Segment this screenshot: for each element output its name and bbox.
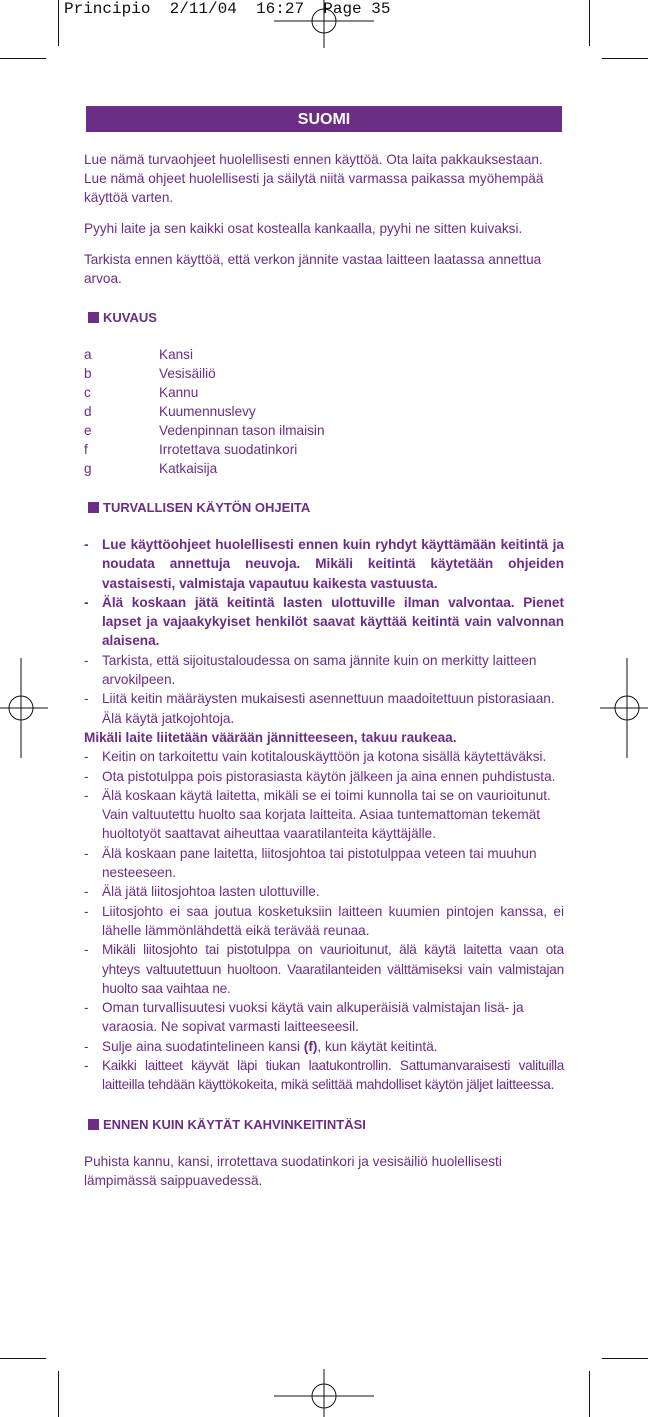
safety-rules-list (84, 535, 564, 728)
crop-mark-top-left-v (58, 0, 59, 46)
section-heading-before-use (84, 1115, 564, 1134)
registration-mark-top (274, 0, 374, 48)
crop-mark-top-right-v (589, 0, 590, 46)
part-letter: g (84, 461, 92, 476)
part-item (84, 440, 564, 459)
part-letter: d (84, 404, 92, 419)
intro-paragraph: Pyyhi laite ja sen kaikki osat kostealla kankaalla, pyyhi ne sitten kuivaksi. (84, 221, 523, 236)
section-heading-label: TURVALLISEN KÄYTÖN OHJEITA (103, 500, 311, 515)
section-heading-label: KUVAUS (103, 310, 157, 325)
safety-rule: - Liitä keitin määräysten mukaisesti asennettuun maadoitettuun pistorasiaan. Älä käytä jatkojohtoja. (84, 691, 555, 726)
part-letter: c (84, 385, 91, 400)
registration-mark-left (0, 658, 48, 758)
crop-mark-bottom-right-h (602, 1358, 648, 1359)
part-item (84, 345, 564, 364)
voltage-warning: Mikäli laite liitetään väärään jännitteeseen, takuu raukeaa. (84, 729, 457, 745)
language-banner: SUOMI (86, 106, 562, 132)
part-item (84, 459, 564, 478)
square-bullet-icon (88, 502, 99, 513)
parts-list (84, 345, 564, 478)
part-item (84, 421, 564, 440)
safety-rule-bold: - Lue käyttöohjeet huolellisesti ennen kuin ryhdyt käyttämään keitintä ja noudata annettuja neuvoja. Mikäli keitintä käytetään ohjeiden vastaisesti, valmistaja vapautuu kaikesta vastuusta. (84, 537, 564, 591)
crop-mark-bottom-left-h (0, 1358, 46, 1359)
part-item (84, 383, 564, 402)
part-name: Irrotettava suodatinkori (159, 442, 298, 457)
intro-paragraph: Lue nämä turvaohjeet huolellisesti ennen käyttöä. Ota laita pakkauksestaan. Lue nämä ohjeet huolellisesti ja säilytä niitä varmassa paikassa myöhempää käyttöä varten. (84, 152, 544, 205)
square-bullet-icon (88, 312, 99, 323)
safety-rules-list (84, 747, 564, 1094)
crop-mark-top-right-h (602, 58, 648, 59)
safety-rule: - Älä koskaan pane laitetta, liitosjohtoa tai pistotulppaa veteen tai muuhun nesteeseen. (84, 845, 537, 881)
crop-mark-top-left-h (0, 58, 46, 59)
safety-rule: - Ota pistotulppa pois pistorasiasta käytön jälkeen ja aina ennen puhdistusta. (84, 768, 556, 784)
part-name: Vedenpinnan tason ilmaisin (159, 423, 325, 438)
part-item (84, 364, 564, 383)
part-item (84, 402, 564, 421)
section-heading-safety (84, 498, 564, 517)
crop-mark-bottom-left-v (58, 1371, 59, 1417)
part-letter: a (84, 347, 92, 362)
page-content (84, 106, 564, 1202)
safety-rule: - Älä jätä liitosjohtoa lasten ulottuville. (84, 884, 320, 900)
printer-slug: Principio 2/11/04 16:27 Page 35 (64, 0, 391, 18)
square-bullet-icon (88, 1119, 99, 1130)
safety-rule: - Älä koskaan käytä laitetta, mikäli se ei toimi kunnolla tai se on vaurioitunut. Vain valtuutettu huolto saa korjata laitteita. Asiaa tuntemattoman tekemät huoltotyöt saattavat aiheuttaa vaaratilanteita käyttäjälle. (84, 787, 551, 842)
section-heading-kuvaus (84, 308, 564, 327)
part-name: Vesisäiliö (159, 366, 216, 381)
part-letter: b (84, 366, 92, 381)
intro-paragraph: Tarkista ennen käyttöä, että verkon jännite vastaa laitteen laatassa annettua arvoa. (84, 252, 542, 286)
crop-mark-bottom-right-v (589, 1371, 590, 1417)
part-reference: (f) (303, 1038, 318, 1054)
safety-rule: - Oman turvallisuutesi vuoksi käytä vain alkuperäisiä valmistajan lisä- ja varaosia. Ne sopivat varmasti laitteeseesil. (84, 1000, 524, 1035)
safety-rule: - Keitin on tarkoitettu vain kotitalouskäyttöön ja kotona sisällä käytettäväksi. (84, 749, 547, 765)
before-use-paragraph: Puhista kannu, kansi, irrotettava suodatinkori ja vesisäiliö huolellisesti lämpimässä saippuavedessä. (84, 1153, 502, 1188)
safety-rule: - Mikäli liitosjohto tai pistotulppa on vaurioitunut, älä käytä laitetta vaan ota yhteys valtuutettuun huoltoon. Vaaratilanteiden välttämiseksi vain valmistajan huolto saa vaihtaa ne. (84, 942, 564, 996)
lid-rule: Sulje aina suodatintelineen kansi (f), kun käytät keitintä. (102, 1038, 438, 1054)
part-name: Kansi (159, 347, 194, 362)
safety-rule: - Sulje aina suodatintelineen kansi (f), kun käytät keitintä. (84, 1037, 564, 1056)
safety-rule-bold: - Älä koskaan jätä keitintä lasten ulottuville ilman valvontaa. Pienet lapset ja vajaakykyiset henkilöt saavat käyttää keitintä vain valvonnan alaisena. (84, 594, 564, 649)
part-name: Katkaisija (159, 461, 218, 476)
registration-mark-right (600, 658, 648, 758)
safety-rule: - Tarkista, että sijoitustaloudessa on sama jännite kuin on merkitty laitteen arvokilpeen. (84, 652, 537, 688)
safety-rule: - Kaikki laitteet käyvät läpi tiukan laatukontrollin. Sattumanvaraisesti valituilla laitteilla tehdään käyttökokeita, mikä selittää mahdolliset käytön jäljet laitteessa. (84, 1058, 564, 1093)
part-name: Kannu (159, 385, 199, 400)
part-letter: f (84, 442, 88, 457)
part-name: Kuumennuslevy (159, 404, 256, 419)
part-letter: e (84, 423, 92, 438)
safety-rule: - Liitosjohto ei saa joutua kosketuksiin laitteen kuumien pintojen kanssa, ei lähelle lämmönlähdettä eikä terävää reunaa. (84, 903, 564, 938)
registration-mark-bottom (274, 1369, 374, 1417)
section-heading-label: ENNEN KUIN KÄYTÄT KAHVINKEITINTÄSI (103, 1116, 366, 1132)
